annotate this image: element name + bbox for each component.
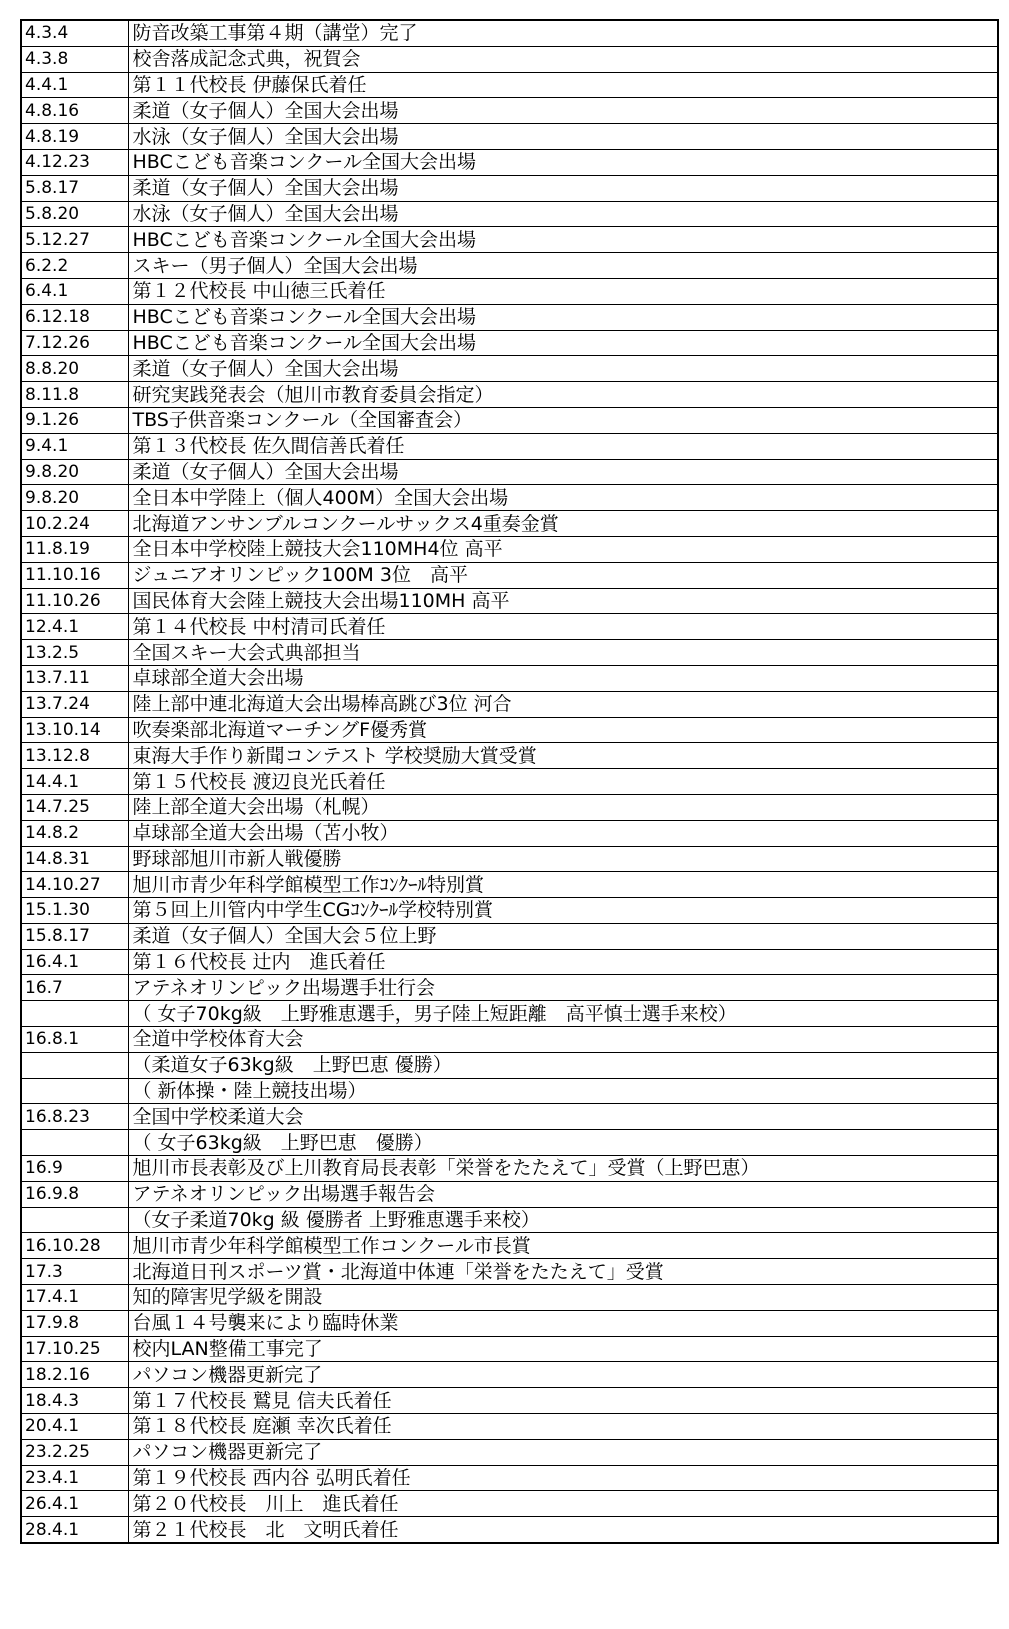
table-row [21, 846, 998, 872]
table-row [21, 588, 998, 614]
table-row [21, 949, 998, 975]
event-cell: 校舎落成記念式典，祝賀会 [128, 46, 998, 72]
date-cell: 20.4.1 [21, 1414, 128, 1440]
event-cell: 柔道（女子個人）全国大会５位上野 [128, 923, 998, 949]
date-cell: 16.4.1 [21, 949, 128, 975]
table-row [21, 1052, 998, 1078]
event-cell: HBCこども音楽コンクール全国大会出場 [128, 330, 998, 356]
table-row [21, 1517, 998, 1543]
table-row [21, 1414, 998, 1440]
event-cell: 全日本中学校陸上競技大会110MH4位 高平 [128, 536, 998, 562]
date-cell: 17.3 [21, 1259, 128, 1285]
date-cell: 7.12.26 [21, 330, 128, 356]
table-row [21, 1207, 998, 1233]
date-cell: 11.10.16 [21, 562, 128, 588]
date-cell: 13.2.5 [21, 640, 128, 666]
date-cell: 26.4.1 [21, 1491, 128, 1517]
event-cell: 第１３代校長 佐久間信善氏着任 [128, 433, 998, 459]
date-cell: 4.3.8 [21, 46, 128, 72]
table-row [21, 1259, 998, 1285]
event-cell: 卓球部全道大会出場（苫小牧） [128, 820, 998, 846]
history-table [20, 19, 999, 1544]
event-cell: 第２０代校長 川上 進氏着任 [128, 1491, 998, 1517]
date-cell: 8.8.20 [21, 356, 128, 382]
table-row [21, 227, 998, 253]
event-cell: 第１６代校長 辻内 進氏着任 [128, 949, 998, 975]
date-cell: 18.2.16 [21, 1362, 128, 1388]
table-row [21, 1130, 998, 1156]
event-cell: 北海道日刊スポーツ賞・北海道中体連「栄誉をたたえて」受賞 [128, 1259, 998, 1285]
date-cell: 17.10.25 [21, 1336, 128, 1362]
event-cell: スキー（男子個人）全国大会出場 [128, 253, 998, 279]
table-row [21, 898, 998, 924]
event-cell: 第１４代校長 中村清司氏着任 [128, 614, 998, 640]
date-cell: 23.2.25 [21, 1439, 128, 1465]
table-row [21, 124, 998, 150]
event-cell: 柔道（女子個人）全国大会出場 [128, 175, 998, 201]
date-cell: 15.8.17 [21, 923, 128, 949]
date-cell: 17.4.1 [21, 1285, 128, 1311]
table-row [21, 253, 998, 279]
table-row [21, 1439, 998, 1465]
event-cell: 吹奏楽部北海道マーチングF優秀賞 [128, 717, 998, 743]
event-cell: 全日本中学陸上（個人400M）全国大会出場 [128, 485, 998, 511]
date-cell [21, 1207, 128, 1233]
event-cell: アテネオリンピック出場選手報告会 [128, 1181, 998, 1207]
date-cell: 14.7.25 [21, 794, 128, 820]
event-cell: 台風１４号襲来により臨時休業 [128, 1310, 998, 1336]
table-row [21, 175, 998, 201]
event-cell: 国民体育大会陸上競技大会出場110MH 高平 [128, 588, 998, 614]
table-row [21, 304, 998, 330]
date-cell: 14.10.27 [21, 872, 128, 898]
date-cell: 8.11.8 [21, 382, 128, 408]
table-row [21, 614, 998, 640]
date-cell: 14.8.2 [21, 820, 128, 846]
event-cell: 校内LAN整備工事完了 [128, 1336, 998, 1362]
date-cell: 13.12.8 [21, 743, 128, 769]
table-row [21, 1465, 998, 1491]
date-cell: 4.12.23 [21, 149, 128, 175]
table-row [21, 98, 998, 124]
date-cell: 13.10.14 [21, 717, 128, 743]
event-cell: 第１８代校長 庭瀬 幸次氏着任 [128, 1414, 998, 1440]
table-row [21, 1156, 998, 1182]
event-cell: HBCこども音楽コンクール全国大会出場 [128, 227, 998, 253]
event-cell: 全道中学校体育大会 [128, 1027, 998, 1053]
table-row [21, 923, 998, 949]
event-cell: （女子柔道70kg 級 優勝者 上野雅恵選手来校） [128, 1207, 998, 1233]
event-cell: HBCこども音楽コンクール全国大会出場 [128, 304, 998, 330]
table-row [21, 330, 998, 356]
table-row [21, 46, 998, 72]
table-row [21, 1233, 998, 1259]
event-cell: TBS子供音楽コンクール（全国審査会） [128, 407, 998, 433]
event-cell: 野球部旭川市新人戦優勝 [128, 846, 998, 872]
event-cell: 水泳（女子個人）全国大会出場 [128, 201, 998, 227]
event-cell: 旭川市青少年科学館模型工作ｺﾝｸｰﾙ特別賞 [128, 872, 998, 898]
date-cell: 16.8.1 [21, 1027, 128, 1053]
date-cell: 12.4.1 [21, 614, 128, 640]
date-cell [21, 1052, 128, 1078]
date-cell: 16.9 [21, 1156, 128, 1182]
date-cell: 5.8.20 [21, 201, 128, 227]
table-row [21, 72, 998, 98]
table-row [21, 717, 998, 743]
date-cell: 6.12.18 [21, 304, 128, 330]
event-cell: （ 新体操・陸上競技出場） [128, 1078, 998, 1104]
event-cell: 陸上部中連北海道大会出場棒高跳び3位 河合 [128, 691, 998, 717]
table-row [21, 536, 998, 562]
table-row [21, 1104, 998, 1130]
date-cell: 5.12.27 [21, 227, 128, 253]
date-cell: 14.8.31 [21, 846, 128, 872]
date-cell [21, 1078, 128, 1104]
date-cell: 9.8.20 [21, 459, 128, 485]
event-cell: 卓球部全道大会出場 [128, 665, 998, 691]
table-row [21, 1310, 998, 1336]
date-cell [21, 1130, 128, 1156]
table-row [21, 691, 998, 717]
table-row [21, 872, 998, 898]
event-cell: 水泳（女子個人）全国大会出場 [128, 124, 998, 150]
date-cell: 16.9.8 [21, 1181, 128, 1207]
table-row [21, 407, 998, 433]
event-cell: 旭川市青少年科学館模型工作コンクール市長賞 [128, 1233, 998, 1259]
table-row [21, 356, 998, 382]
date-cell: 4.8.16 [21, 98, 128, 124]
table-row [21, 640, 998, 666]
table-row [21, 382, 998, 408]
event-cell: 全国中学校柔道大会 [128, 1104, 998, 1130]
event-cell: 防音改築工事第４期（講堂）完了 [128, 20, 998, 46]
date-cell: 17.9.8 [21, 1310, 128, 1336]
date-cell: 4.8.19 [21, 124, 128, 150]
history-sheet [20, 19, 997, 1544]
table-row [21, 201, 998, 227]
event-cell: 第１７代校長 鷲見 信夫氏着任 [128, 1388, 998, 1414]
table-row [21, 820, 998, 846]
date-cell [21, 1001, 128, 1027]
event-cell: 柔道（女子個人）全国大会出場 [128, 356, 998, 382]
table-row [21, 1491, 998, 1517]
date-cell: 23.4.1 [21, 1465, 128, 1491]
event-cell: 第１５代校長 渡辺良光氏着任 [128, 769, 998, 795]
date-cell: 16.7 [21, 975, 128, 1001]
event-cell: （柔道女子63kg級 上野巴恵 優勝） [128, 1052, 998, 1078]
date-cell: 6.2.2 [21, 253, 128, 279]
table-row [21, 1362, 998, 1388]
event-cell: アテネオリンピック出場選手壮行会 [128, 975, 998, 1001]
date-cell: 28.4.1 [21, 1517, 128, 1543]
event-cell: 全国スキー大会式典部担当 [128, 640, 998, 666]
date-cell: 11.10.26 [21, 588, 128, 614]
table-row [21, 1388, 998, 1414]
date-cell: 15.1.30 [21, 898, 128, 924]
table-row [21, 794, 998, 820]
date-cell: 5.8.17 [21, 175, 128, 201]
date-cell: 9.1.26 [21, 407, 128, 433]
date-cell: 11.8.19 [21, 536, 128, 562]
date-cell: 9.8.20 [21, 485, 128, 511]
table-row [21, 433, 998, 459]
event-cell: （ 女子70kg級 上野雅恵選手，男子陸上短距離 高平慎士選手来校） [128, 1001, 998, 1027]
event-cell: （ 女子63kg級 上野巴恵 優勝） [128, 1130, 998, 1156]
date-cell: 10.2.24 [21, 511, 128, 537]
event-cell: 柔道（女子個人）全国大会出場 [128, 459, 998, 485]
table-row [21, 1285, 998, 1311]
date-cell: 16.8.23 [21, 1104, 128, 1130]
date-cell: 13.7.11 [21, 665, 128, 691]
date-cell: 18.4.3 [21, 1388, 128, 1414]
event-cell: 陸上部全道大会出場（札幌） [128, 794, 998, 820]
history-table-body [21, 20, 998, 1543]
event-cell: HBCこども音楽コンクール全国大会出場 [128, 149, 998, 175]
date-cell: 16.10.28 [21, 1233, 128, 1259]
table-row [21, 1078, 998, 1104]
date-cell: 13.7.24 [21, 691, 128, 717]
date-cell: 9.4.1 [21, 433, 128, 459]
event-cell: 柔道（女子個人）全国大会出場 [128, 98, 998, 124]
event-cell: 東海大手作り新聞コンテスト 学校奨励大賞受賞 [128, 743, 998, 769]
table-row [21, 459, 998, 485]
event-cell: 第１１代校長 伊藤保氏着任 [128, 72, 998, 98]
table-row [21, 1001, 998, 1027]
event-cell: 第１２代校長 中山徳三氏着任 [128, 278, 998, 304]
event-cell: 北海道アンサンブルコンクールサックス4重奏金賞 [128, 511, 998, 537]
table-row [21, 278, 998, 304]
table-row [21, 665, 998, 691]
event-cell: ジュニアオリンピック100M 3位 高平 [128, 562, 998, 588]
date-cell: 14.4.1 [21, 769, 128, 795]
event-cell: パソコン機器更新完了 [128, 1439, 998, 1465]
event-cell: パソコン機器更新完了 [128, 1362, 998, 1388]
date-cell: 4.3.4 [21, 20, 128, 46]
table-row [21, 1027, 998, 1053]
event-cell: 知的障害児学級を開設 [128, 1285, 998, 1311]
table-row [21, 511, 998, 537]
table-row [21, 1336, 998, 1362]
table-row [21, 769, 998, 795]
table-row [21, 485, 998, 511]
event-cell: 研究実践発表会（旭川市教育委員会指定） [128, 382, 998, 408]
table-row [21, 562, 998, 588]
date-cell: 4.4.1 [21, 72, 128, 98]
table-row [21, 20, 998, 46]
table-row [21, 975, 998, 1001]
table-row [21, 743, 998, 769]
event-cell: 第５回上川管内中学生CGｺﾝｸｰﾙ学校特別賞 [128, 898, 998, 924]
event-cell: 第１９代校長 西内谷 弘明氏着任 [128, 1465, 998, 1491]
table-row [21, 1181, 998, 1207]
table-row [21, 149, 998, 175]
event-cell: 第２１代校長 北 文明氏着任 [128, 1517, 998, 1543]
event-cell: 旭川市長表彰及び上川教育局長表彰「栄誉をたたえて」受賞（上野巴恵） [128, 1156, 998, 1182]
date-cell: 6.4.1 [21, 278, 128, 304]
